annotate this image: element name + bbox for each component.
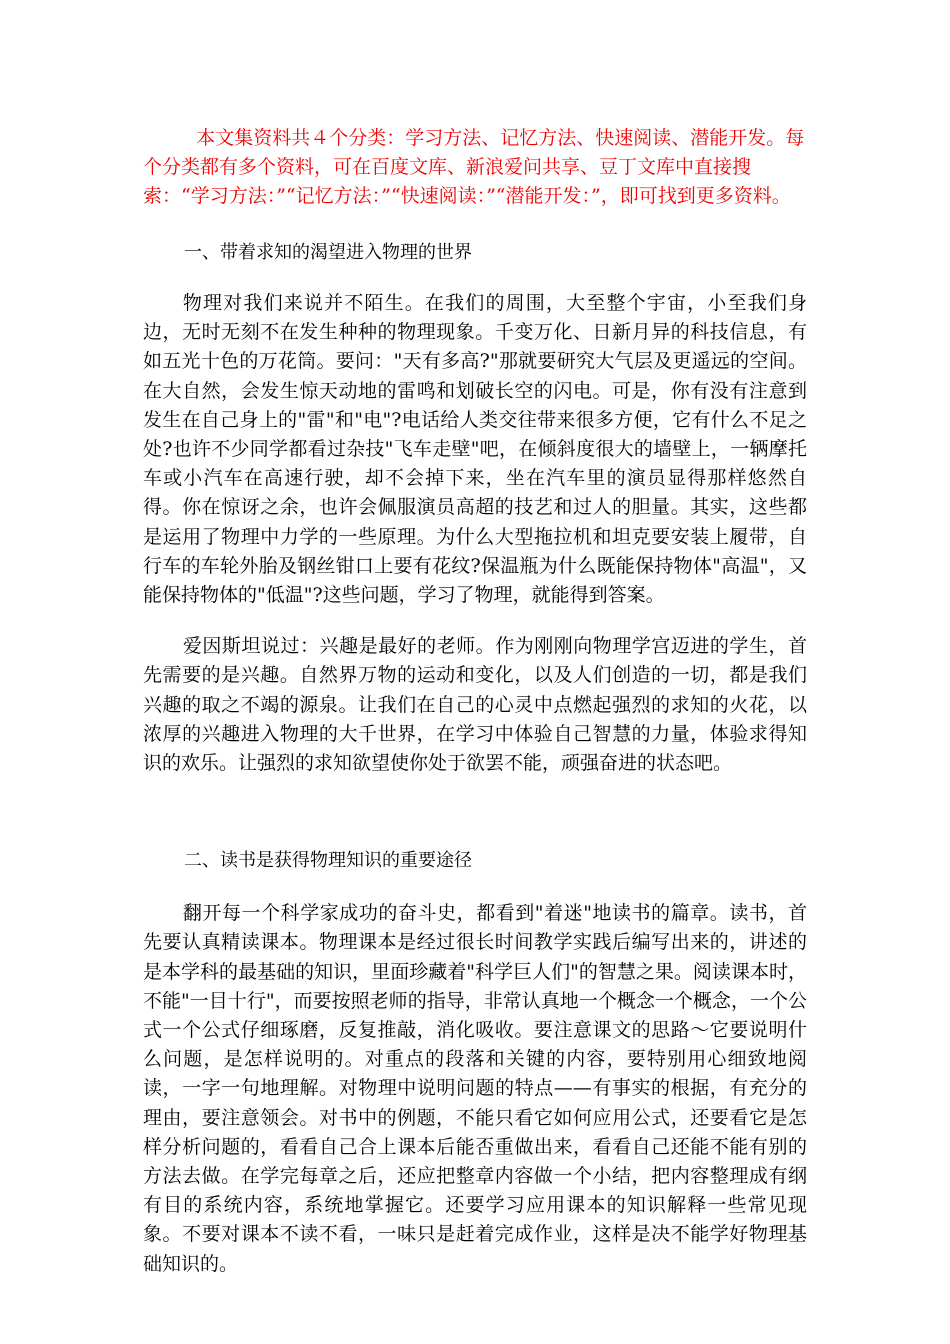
section-1-paragraph-2: 爱因斯坦说过：兴趣是最好的老师。作为刚刚向物理学宫迈进的学生，首先需要的是兴趣。自然界万物的运动和变化，以及人们创造的一切，都是我们兴趣的取之不竭的源泉。让我们在自己的心灵中点燃起强烈的求知的火花，以浓厚的兴趣进入物理的大千世界，在学习中体验自己智慧的力量，体验求得知识的欢乐。让强烈的求知欲望使你处于欲罢不能，顽强奋进的状态吧。 xyxy=(143,635,807,775)
section-heading-2: 二、读书是获得物理知识的重要途径 xyxy=(184,850,472,872)
document-page xyxy=(143,124,807,1279)
section-heading-1: 一、带着求知的渴望进入物理的世界 xyxy=(184,242,472,263)
section-2-paragraph-1: 翻开每一个科学家成功的奋斗史，都看到"着迷"地读书的篇章。读书，首先要认真精读课本。物理课本是经过很长时间教学实践后编写出来的，讲述的是本学科的最基础的知识，里面珍藏着"科学巨人们"的智慧之果。阅读课本时，不能"一目十行"，而要按照老师的指导，非常认真地一个概念一个概念，一个公式一个公式仔细琢磨，反复推敲，消化吸收。要注意课文的思路～它要说明什么问题，是怎样说明的。对重点的段落和关键的内容，要特别用心细致地阅读，一字一句地理解。对物理中说明问题的特点——有事实的根据，有充分的理由，要注意领会。对书中的例题，不能只看它如何应用公式，还要看它是怎样分析问题的，看看自己合上课本后能否重做出来，看看自己还能不能有别的方法去做。在学完每章之后，还应把整章内容做一个小结，把内容整理成有纲有目的系统内容，系统地掌握它。还要学习应用课本的知识解释一些常见现象。不要对课本不读不看，一味只是赶着完成作业，这样是决不能学好物理基础知识的。 xyxy=(143,902,807,1275)
intro-notice: 本文集资料共４个分类：学习方法、记忆方法、快速阅读、潜能开发。每个分类都有多个资料，可在百度文库、新浪爱问共享、豆丁文库中直接搜索：“学习方法：”“记忆方法：”“快速阅读：”“潜能开发：”，即可找到更多资料。 xyxy=(143,127,805,207)
section-1-paragraph-1: 物理对我们来说并不陌生。在我们的周围，大至整个宇宙，小至我们身边，无时无刻不在发生种种的物理现象。千变万化、日新月异的科技信息，有如五光十色的万花筒。要问："天有多高?"那就要研究大气层及更遥远的空间。在大自然，会发生惊天动地的雷鸣和划破长空的闪电。可是，你有没有注意到发生在自己身上的"雷"和"电"?电话给人类交往带来很多方便，它有什么不足之处?也许不少同学都看过杂技"飞车走壁"吧，在倾斜度很大的墙壁上，一辆摩托车或小汽车在高速行驶，却不会掉下来，坐在汽车里的演员显得那样悠然自得。你在惊讶之余，也许会佩服演员高超的技艺和过人的胆量。其实，这些都是运用了物理中力学的一些原理。为什么大型拖拉机和坦克要安装上履带，自行车的车轮外胎及钢丝钳口上要有花纹?保温瓶为什么既能保持物体"高温"，又能保持物体的"低温"?这些问题，学习了物理，就能得到答案。 xyxy=(143,292,807,607)
